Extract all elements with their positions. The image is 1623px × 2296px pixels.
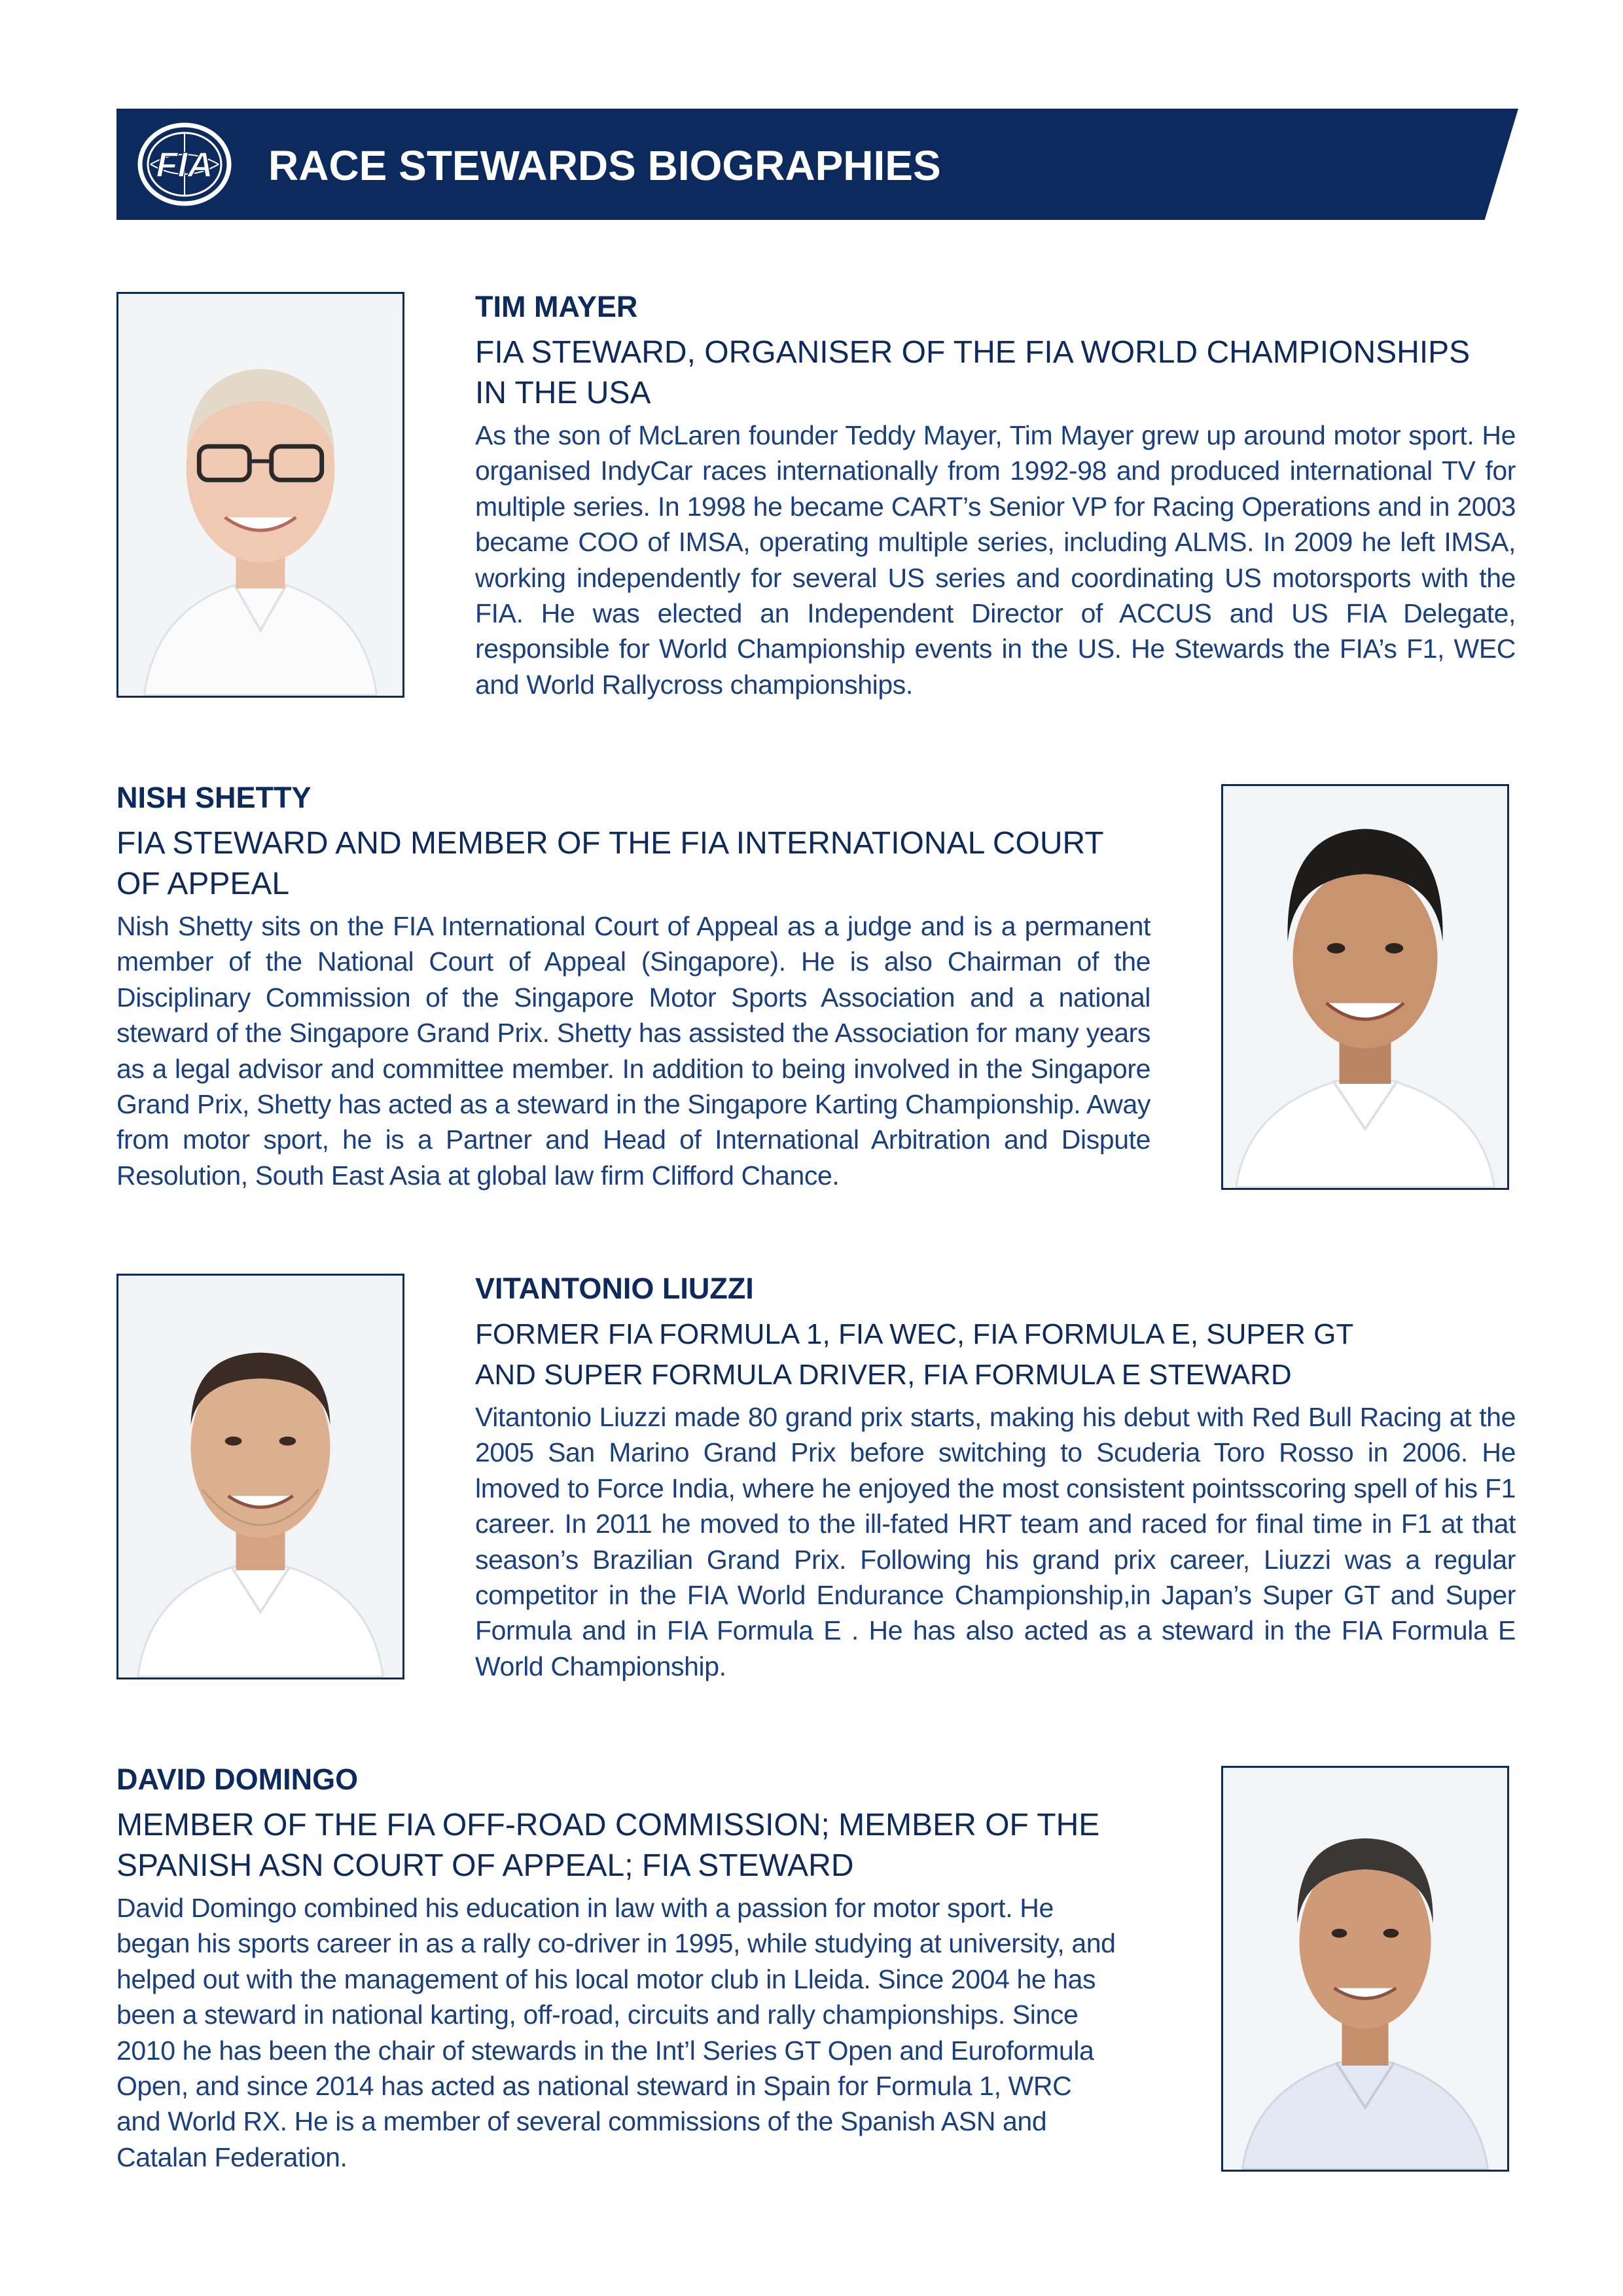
steward-bio-david-domingo <box>116 1761 1118 2175</box>
steward-name: TIM MAYER <box>475 290 638 323</box>
steward-role: FIA STEWARD AND MEMBER OF THE FIA INTERNATIONAL COURT OF APPEAL <box>116 826 1103 901</box>
steward-name: NISH SHETTY <box>116 781 312 814</box>
steward-photo-nish-shetty <box>1221 784 1509 1190</box>
steward-biography: Nish Shetty sits on the FIA International Court of Appeal as a judge and is a permanent member of the National Court of Appeal (Singapore). He is also Chairman of the Disciplinary Commission of the Singapore Motor Sports Association and a national steward of the Singapore Grand Prix. Shetty has assisted the Association for many years as a legal advisor and committee member. In addition to being involved in the Singapore Grand Prix, Shetty has acted as a steward in the Singapore Karting Championship. Away from motor sport, he is a Partner and Head of International Arbitration and Dispute Resolution, South East Asia at global law firm Clifford Chance. <box>116 911 1150 1191</box>
steward-bio-nish-shetty <box>116 779 1150 1193</box>
steward-name: DAVID DOMINGO <box>116 1763 359 1796</box>
steward-photo-david-domingo <box>1221 1766 1509 2172</box>
page-title: RACE STEWARDS BIOGRAPHIES <box>268 142 941 189</box>
steward-biography: David Domingo combined his education in law with a passion for motor sport. He began his sports career in as a rally co-driver in 1995, while studying at university, and helped out with the management of his local motor club in Lleida. Since 2004 he has been a steward in national karting, off-road, circuits and rally championships. Since 2010 he has been the chair of stewards in the Int’l Series GT Open and Euroformula Open, and since 2014 has acted as national steward in Spain for Formula 1, WRC and World RX. He is a member of several commissions of the Spanish ASN and Catalan Federation. <box>116 1893 1116 2172</box>
steward-biography: As the son of McLaren founder Teddy Mayer, Tim Mayer grew up around motor sport. He organised IndyCar races internationally from 1992-98 and produced international TV for multiple series. In 1998 he became CART’s Senior VP for Racing Operations and in 2003 became COO of IMSA, operating multiple series, including ALMS. In 2009 he left IMSA, working independently for several US series and coordinating US motorsports with the FIA. He was elected an Independent Director of ACCUS and US FIA Delegate, responsible for World Championship events in the US. He Stewards the FIA’s F1, WEC and World Rallycross championships. <box>475 420 1516 700</box>
steward-bio-vitantonio-liuzzi <box>475 1270 1516 1684</box>
svg-text:FIA: FIA <box>156 145 213 185</box>
steward-role: MEMBER OF THE FIA OFF-ROAD COMMISSION; MEMBER OF THE SPANISH ASN COURT OF APPEAL; FIA STEWARD <box>116 1808 1100 1883</box>
steward-name: VITANTONIO LIUZZI <box>475 1272 754 1305</box>
fia-logo <box>137 121 232 207</box>
steward-role: FORMER FIA FORMULA 1, FIA WEC, FIA FORMULA E, SUPER GT AND SUPER FORMULA DRIVER, FIA FORMULA E STEWARD <box>475 1318 1353 1391</box>
steward-photo-tim-mayer <box>116 292 404 698</box>
steward-biography: Vitantonio Liuzzi made 80 grand prix starts, making his debut with Red Bull Racing at the 2005 San Marino Grand Prix before switching to Scuderia Toro Rosso in 2006. He lmoved to Force India, where he enjoyed the most consistent pointsscoring spell of his F1 career. In 2011 he moved to the ill-fated HRT team and raced for final time in F1 at that season’s Brazilian Grand Prix. Following his grand prix career, Liuzzi was a regular competitor in the FIA World Endurance Championship,in Japan’s Super GT and Super Formula and in FIA Formula E . He has also acted as a steward in the FIA Formula E World Championship. <box>475 1402 1516 1681</box>
steward-photo-vitantonio-liuzzi <box>116 1274 404 1679</box>
steward-bio-tim-mayer <box>475 288 1516 702</box>
steward-role: FIA STEWARD, ORGANISER OF THE FIA WORLD CHAMPIONSHIPS IN THE USA <box>475 335 1471 410</box>
